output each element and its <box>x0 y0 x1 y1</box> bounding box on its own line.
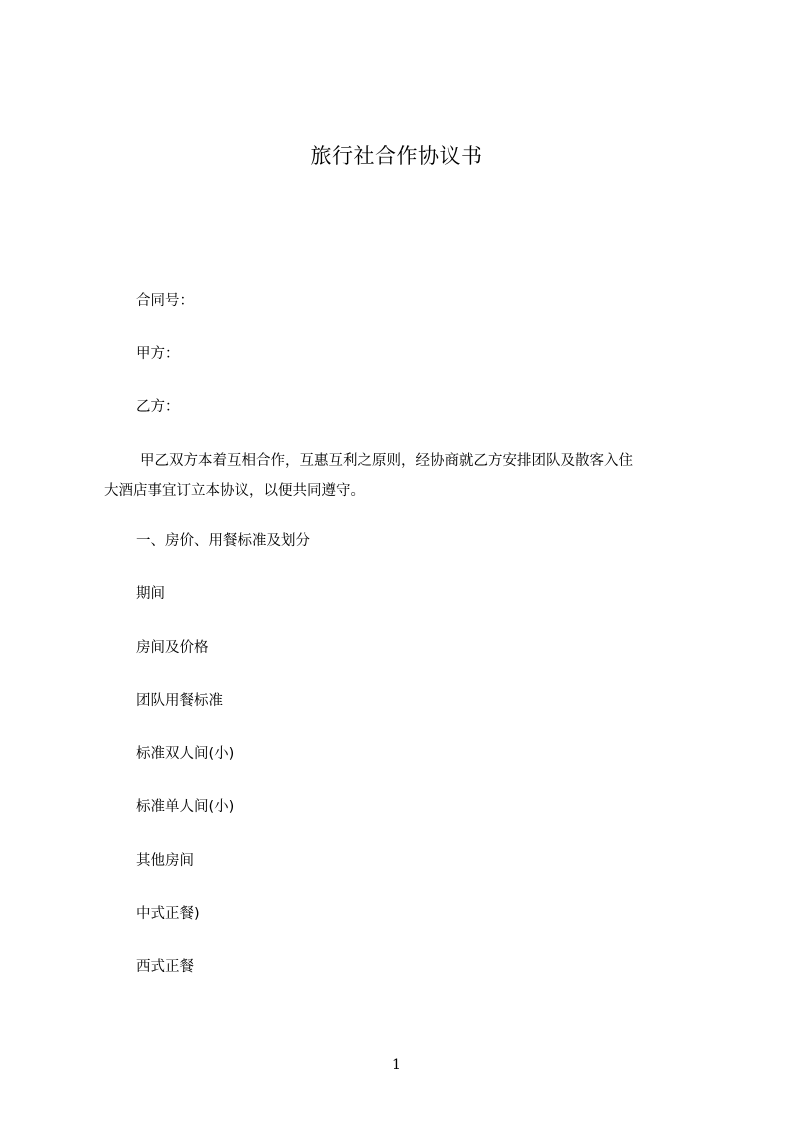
section-item-other-rooms: 其他房间 <box>136 853 194 869</box>
party-b-label: 乙方： <box>136 399 180 415</box>
document-title: 旅行社合作协议书 <box>310 144 483 168</box>
section-item-chinese-meal: 中式正餐) <box>136 906 200 922</box>
section-item-rooms-prices: 房间及价格 <box>136 640 209 656</box>
section-item-standard-double: 标准双人间(小) <box>136 746 235 762</box>
section-item-group-meal-standard: 团队用餐标准 <box>136 693 223 709</box>
section-heading: 一、房价、用餐标准及划分 <box>136 533 310 549</box>
section-item-standard-single: 标准单人间(小) <box>136 799 235 815</box>
section-item-period: 期间 <box>136 586 165 602</box>
intro-paragraph <box>104 446 694 506</box>
intro-line-2: 大酒店事宜订立本协议，以便共同遵守。 <box>104 483 365 499</box>
party-a-label: 甲方： <box>136 346 180 362</box>
contract-number-label: 合同号： <box>136 293 194 309</box>
page-number: 1 <box>392 1057 401 1073</box>
intro-line-1: 甲乙双方本着互相合作，互惠互利之原则，经协商就乙方安排团队及散客入住 <box>140 453 633 469</box>
section-item-western-meal: 西式正餐 <box>136 959 194 975</box>
